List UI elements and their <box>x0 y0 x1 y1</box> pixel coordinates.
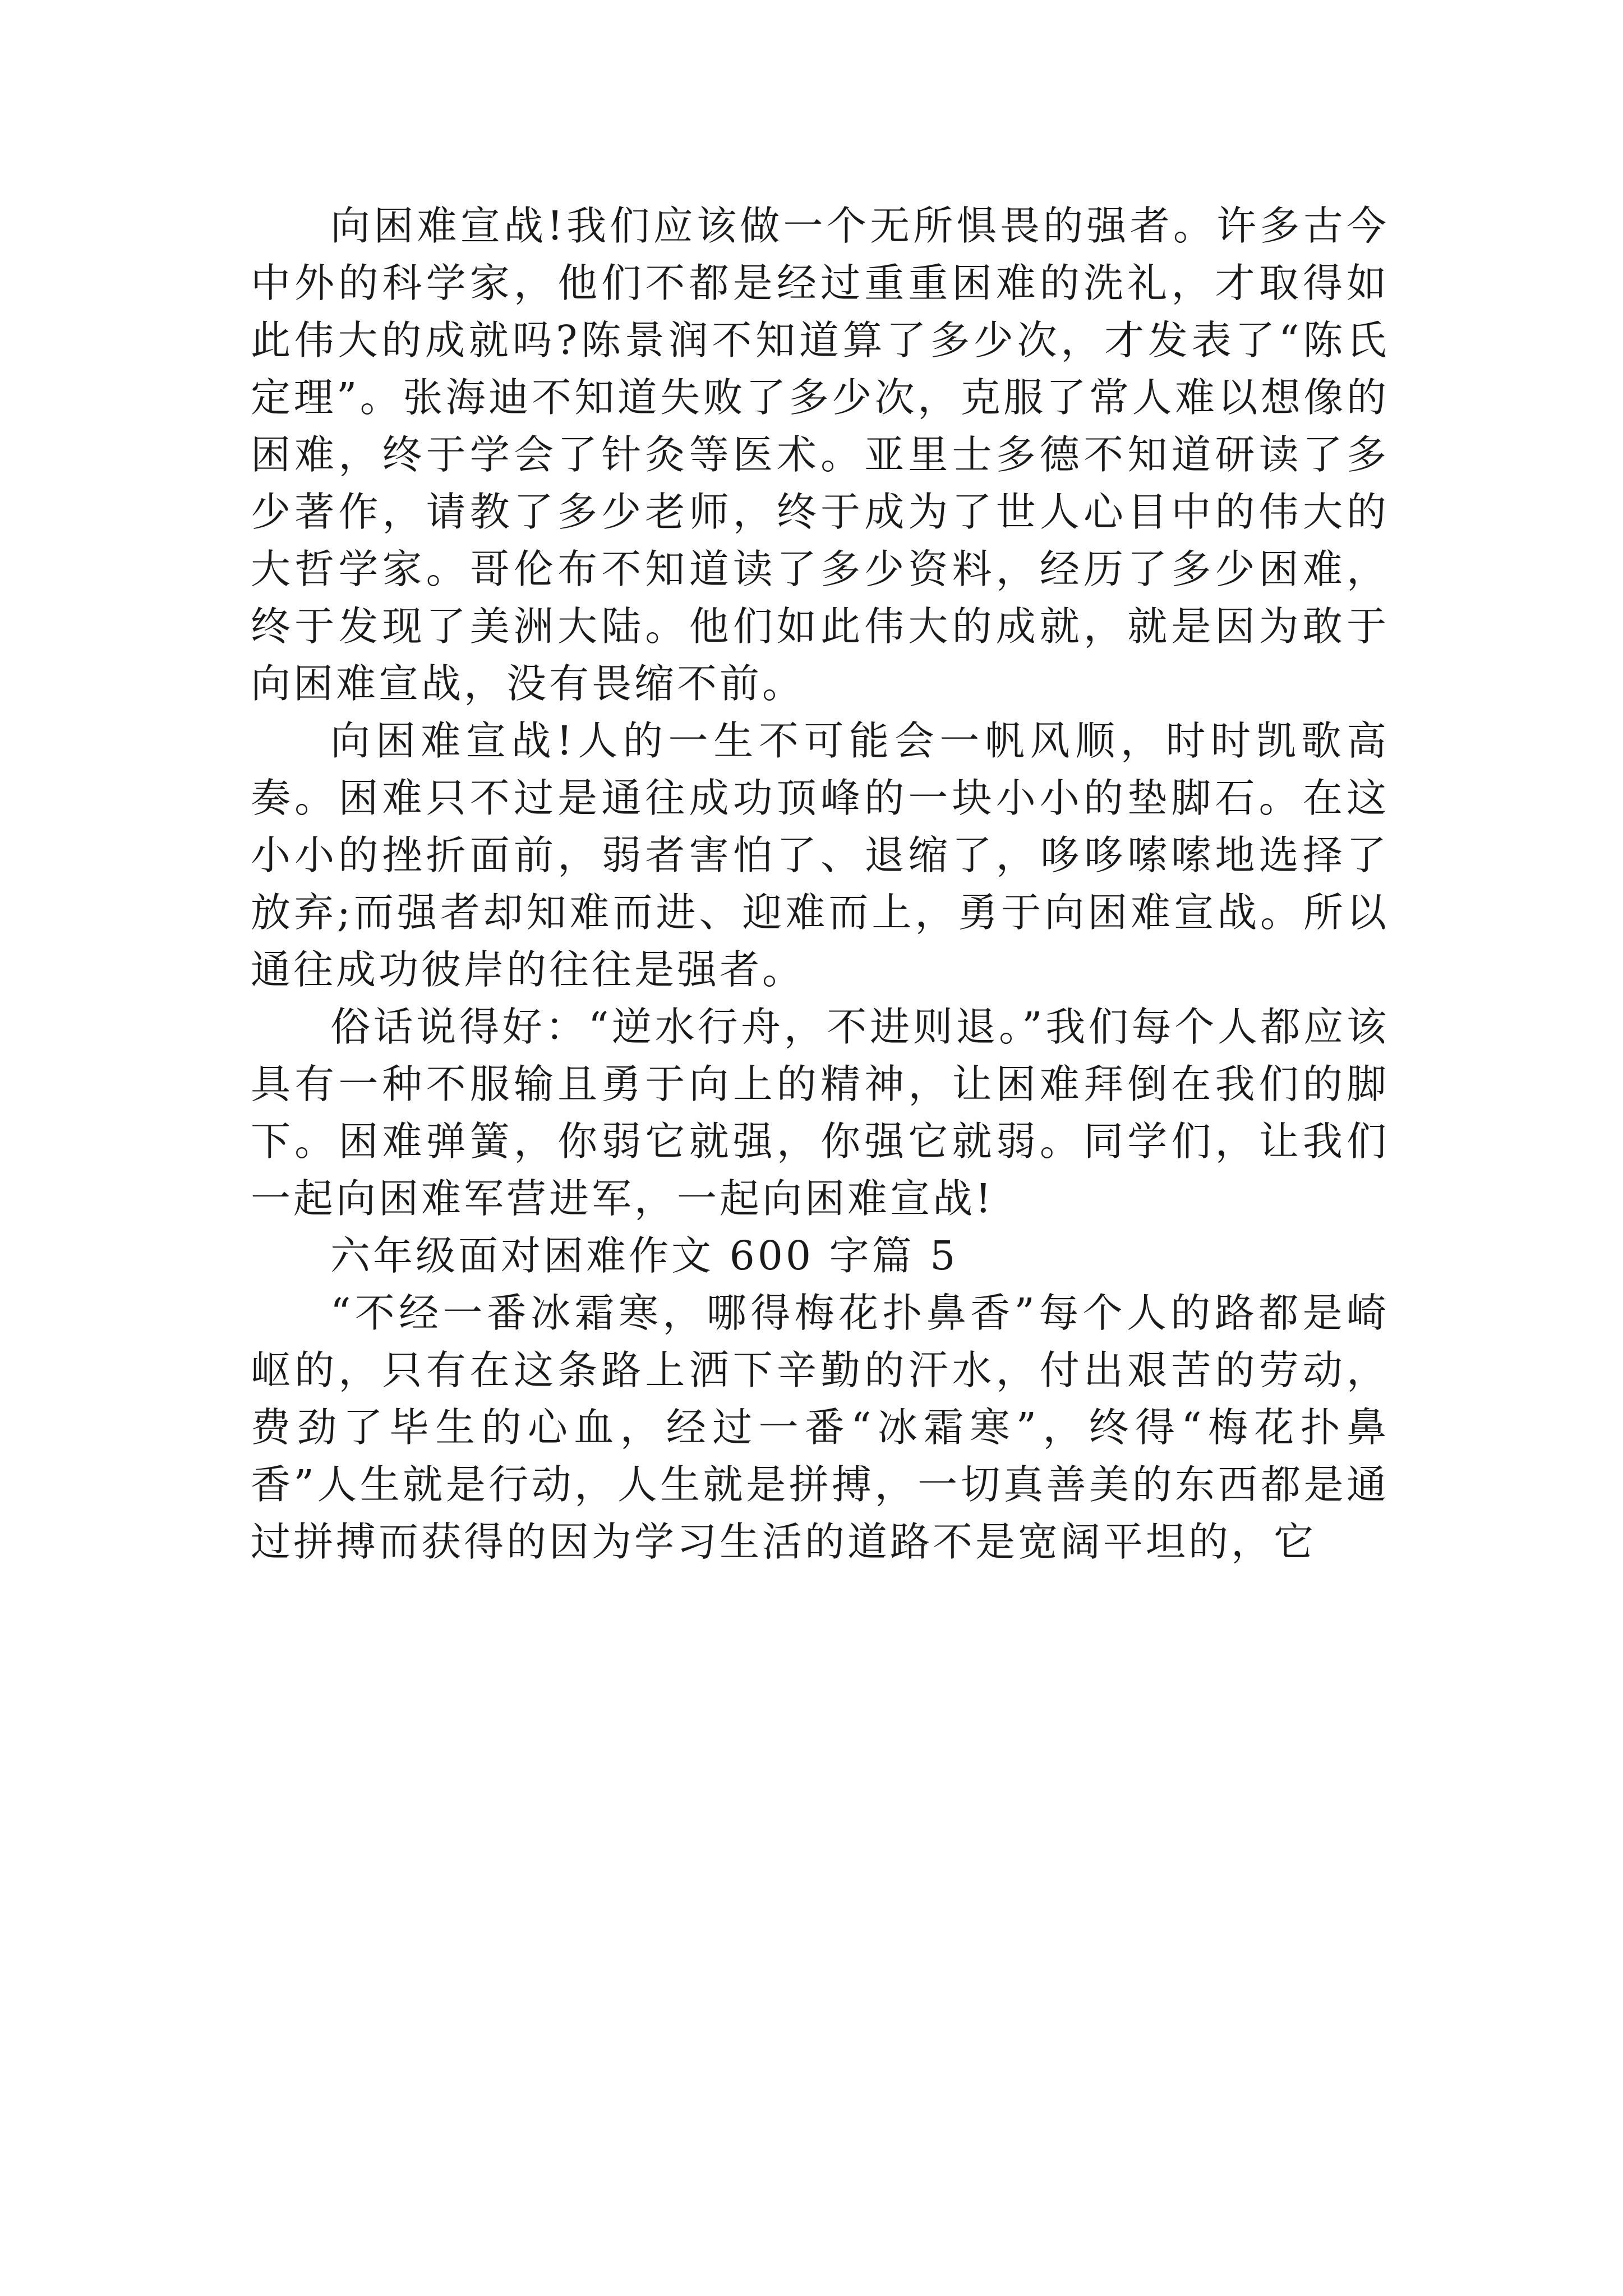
paragraph-3: 俗话说得好：“逆水行舟，不进则退。”我们每个人都应该具有一种不服输且勇于向上的精神，让困难拜倒在我们的脚下。困难弹簧，你弱它就强，你强它就弱。同学们，让我们一起向困难军营进军，一起向困难宣战! <box>251 1004 1389 1222</box>
essay-body <box>251 197 1389 1571</box>
section-heading: 六年级面对困难作文 600 字篇 5 <box>330 1232 958 1279</box>
paragraph-1: 向困难宣战!我们应该做一个无所惧畏的强者。许多古今中外的科学家，他们不都是经过重重困难的洗礼，才取得如此伟大的成就吗?陈景润不知道算了多少次，才发表了“陈氏定理”。张海迪不知道失败了多少次，克服了常人难以想像的困难，终于学会了针灸等医术。亚里士多德不知道研读了多少著作，请教了多少老师，终于成为了世人心目中的伟大的大哲学家。哥伦布不知道读了多少资料，经历了多少困难，终于发现了美洲大陆。他们如此伟大的成就，就是因为敢于向困难宣战，没有畏缩不前。 <box>251 203 1389 707</box>
paragraph-2: 向困难宣战!人的一生不可能会一帆风顺，时时凯歌高奏。困难只不过是通往成功顶峰的一块小小的垫脚石。在这小小的挫折面前，弱者害怕了、退缩了，哆哆嗦嗦地选择了放弃;而强者却知难而进、迎难而上，勇于向困难宣战。所以通往成功彼岸的往往是强者。 <box>251 717 1389 993</box>
paragraph-4: “不经一番冰霜寒，哪得梅花扑鼻香”每个人的路都是崎岖的，只有在这条路上洒下辛勤的汗水，付出艰苦的劳动，费劲了毕生的心血，经过一番“冰霜寒”，终得“梅花扑鼻香”人生就是行动，人生就是拼搏，一切真善美的东西都是通过拼搏而获得的因为学习生活的道路不是宽阔平坦的，它 <box>251 1290 1389 1565</box>
